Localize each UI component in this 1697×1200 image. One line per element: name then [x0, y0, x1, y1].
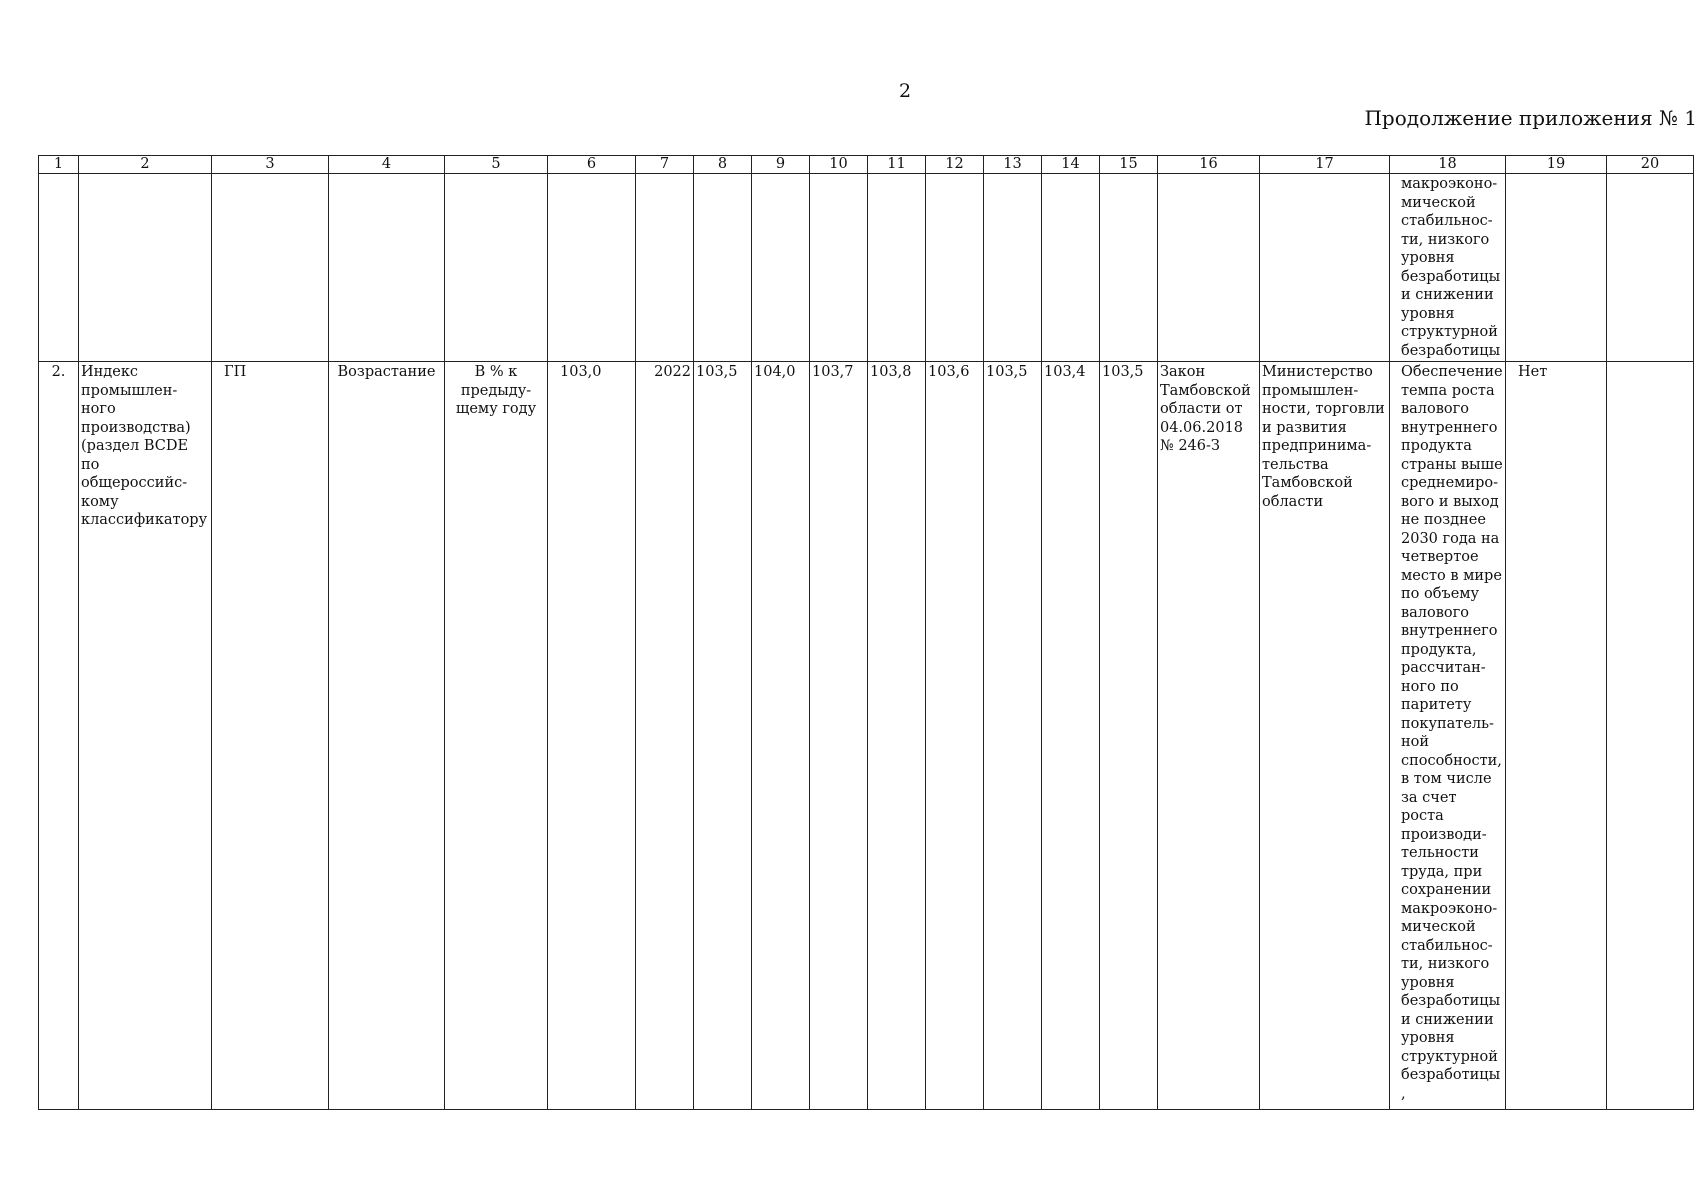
- column-number: 17: [1260, 156, 1390, 174]
- goal-cell: макроэконо- мической стабильнос- ти, низкого уровня безработицы и снижении уровня структурной безработицы: [1390, 174, 1506, 362]
- table-row: [39, 362, 1694, 1110]
- value-2027: 103,8: [868, 362, 926, 1110]
- column-number: 4: [329, 156, 445, 174]
- column-number: 15: [1100, 156, 1158, 174]
- indicator-type: ГП: [212, 362, 329, 1110]
- row-number: 2.: [39, 362, 79, 1110]
- column-number: 7: [636, 156, 694, 174]
- responsible-body: Министерство промышлен- ности, торговли и развития предпринима- тельства Тамбовской области: [1260, 362, 1390, 1110]
- continuation-title: Продолжение приложения № 1: [1364, 106, 1697, 130]
- column-number: 14: [1042, 156, 1100, 174]
- column-number: 3: [212, 156, 329, 174]
- unit: В % к предыду- щему году: [445, 362, 548, 1110]
- page-number: 2: [898, 80, 912, 102]
- goal-cell: Обеспечение темпа роста валового внутреннего продукта страны выше среднемиро- вого и выход не позднее 2030 года на четвертое место в мире по объему валового внутреннего продукта, рассчитан- ного по паритету покупатель- ной способности, в том числе за счет роста производи- тельности труда, при сохранении макроэконо- мической стабильнос- ти, низкого уровня безработицы и снижении уровня структурной безработицы,: [1390, 362, 1506, 1110]
- value-2030: 103,4: [1042, 362, 1100, 1110]
- gis-flag: Нет: [1506, 362, 1607, 1110]
- value-2029: 103,5: [984, 362, 1042, 1110]
- column-number: 13: [984, 156, 1042, 174]
- column-number: 19: [1506, 156, 1607, 174]
- column-number: 1: [39, 156, 79, 174]
- value-2028: 103,6: [926, 362, 984, 1110]
- column-number: 6: [548, 156, 636, 174]
- value-2025: 104,0: [752, 362, 810, 1110]
- value-2024: 103,5: [694, 362, 752, 1110]
- column-number: 10: [810, 156, 868, 174]
- column-number: 9: [752, 156, 810, 174]
- column-number: 11: [868, 156, 926, 174]
- column-number: 2: [79, 156, 212, 174]
- value-target: 103,5: [1100, 362, 1158, 1110]
- table-row-continued: [39, 174, 1694, 362]
- column-number: 5: [445, 156, 548, 174]
- column-number: 20: [1607, 156, 1694, 174]
- legal-document: Закон Тамбовской области от 04.06.2018 № 246-З: [1158, 362, 1260, 1110]
- indicator-name: Индекс промышлен- ного производства) (раздел BCDE по общероссийс- кому классификатору: [79, 362, 212, 1110]
- column-number-row: [39, 156, 1694, 174]
- trend: Возрастание: [329, 362, 445, 1110]
- column-number: 16: [1158, 156, 1260, 174]
- column-number: 12: [926, 156, 984, 174]
- base-value: 103,0: [548, 362, 636, 1110]
- notes: [1607, 362, 1694, 1110]
- column-number: 18: [1390, 156, 1506, 174]
- value-2026: 103,7: [810, 362, 868, 1110]
- indicator-table: [38, 155, 1694, 1110]
- base-year: 2022: [636, 362, 694, 1110]
- column-number: 8: [694, 156, 752, 174]
